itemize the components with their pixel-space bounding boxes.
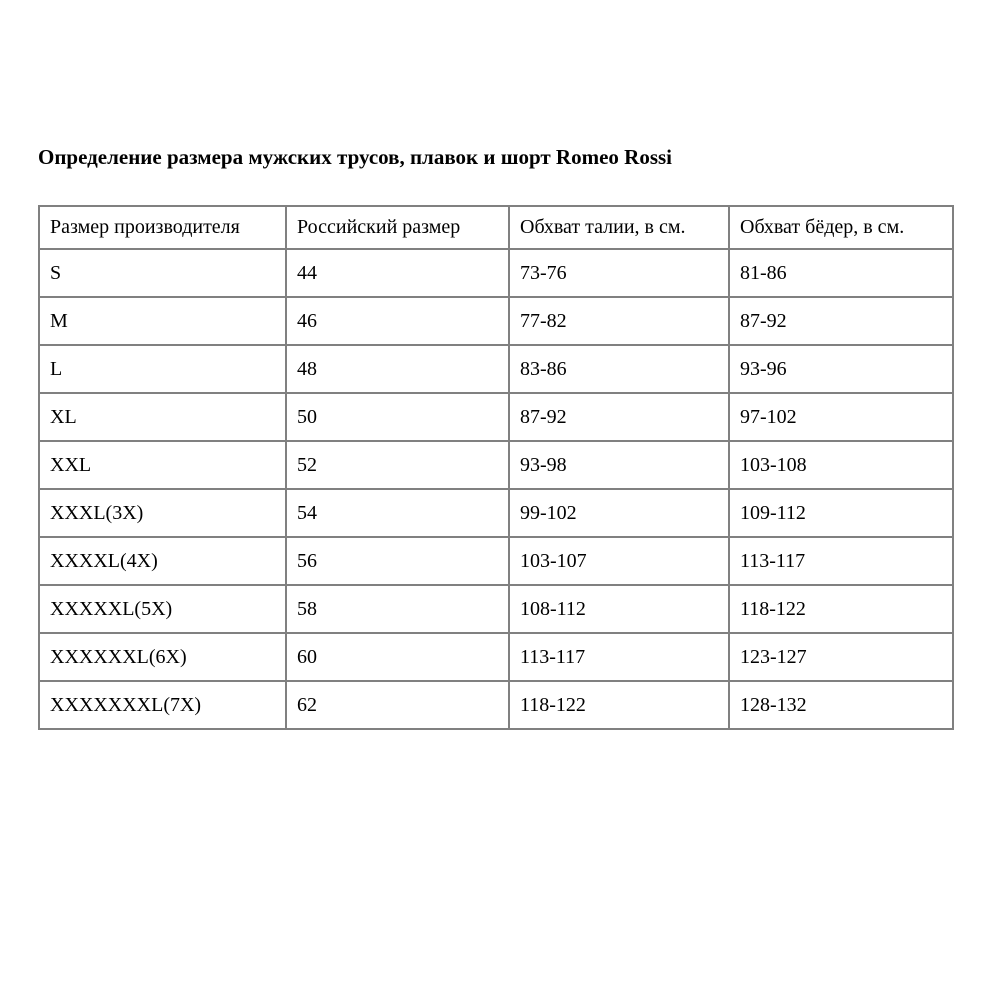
page-title: Определение размера мужских трусов, плавок и шорт Romeo Rossi: [38, 145, 673, 169]
table-cell: 44: [286, 249, 509, 297]
table-header-row: [39, 206, 953, 249]
table-cell: 93-98: [509, 441, 729, 489]
table-cell: 81-86: [729, 249, 953, 297]
table-cell: 123-127: [729, 633, 953, 681]
table-cell: L: [39, 345, 286, 393]
table-cell: 118-122: [729, 585, 953, 633]
table-cell: 48: [286, 345, 509, 393]
table-row: [39, 681, 953, 729]
table-cell: XXXXXXL(6X): [39, 633, 286, 681]
table-row: [39, 297, 953, 345]
table-cell: 118-122: [509, 681, 729, 729]
table-cell: 128-132: [729, 681, 953, 729]
table-cell: 58: [286, 585, 509, 633]
table-cell: 108-112: [509, 585, 729, 633]
table-cell: 99-102: [509, 489, 729, 537]
table-cell: S: [39, 249, 286, 297]
column-header: Обхват бёдер, в см.: [729, 206, 953, 249]
table-body: [39, 249, 953, 729]
table-row: [39, 441, 953, 489]
table-cell: 54: [286, 489, 509, 537]
table-row: [39, 393, 953, 441]
table-cell: XL: [39, 393, 286, 441]
table-cell: M: [39, 297, 286, 345]
table-cell: 77-82: [509, 297, 729, 345]
table-cell: XXXXXL(5X): [39, 585, 286, 633]
table-cell: 50: [286, 393, 509, 441]
table-row: [39, 633, 953, 681]
table-cell: XXL: [39, 441, 286, 489]
table-cell: 93-96: [729, 345, 953, 393]
table-cell: 113-117: [729, 537, 953, 585]
table-cell: 83-86: [509, 345, 729, 393]
table-cell: 60: [286, 633, 509, 681]
table-row: [39, 537, 953, 585]
column-header: Обхват талии, в см.: [509, 206, 729, 249]
table-cell: 73-76: [509, 249, 729, 297]
table-cell: 97-102: [729, 393, 953, 441]
table-row: [39, 345, 953, 393]
table-cell: 62: [286, 681, 509, 729]
table-cell: XXXXL(4X): [39, 537, 286, 585]
table-cell: 87-92: [509, 393, 729, 441]
table-row: [39, 249, 953, 297]
table-cell: XXXXXXXL(7X): [39, 681, 286, 729]
table-cell: 46: [286, 297, 509, 345]
table-cell: 56: [286, 537, 509, 585]
table-cell: XXXL(3X): [39, 489, 286, 537]
column-header: Российский размер: [286, 206, 509, 249]
table-cell: 113-117: [509, 633, 729, 681]
column-header: Размер производителя: [39, 206, 286, 249]
table-cell: 103-107: [509, 537, 729, 585]
table-row: [39, 585, 953, 633]
table-cell: 52: [286, 441, 509, 489]
table-cell: 87-92: [729, 297, 953, 345]
size-table: [38, 205, 954, 730]
table-cell: 103-108: [729, 441, 953, 489]
table-row: [39, 489, 953, 537]
table-cell: 109-112: [729, 489, 953, 537]
